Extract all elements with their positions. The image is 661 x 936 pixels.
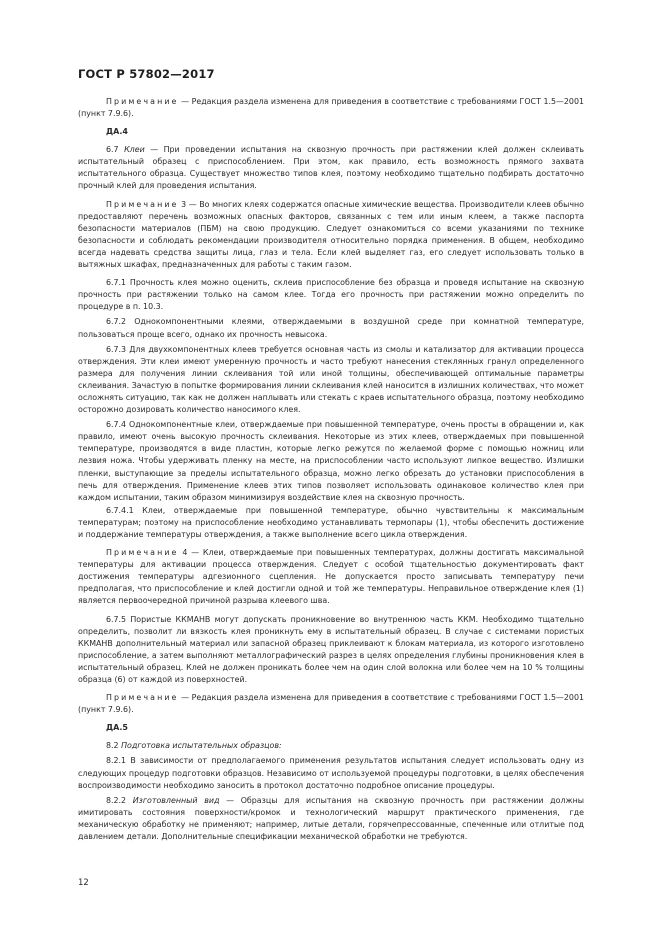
document-header: ГОСТ Р 57802—2017 xyxy=(78,67,215,81)
page-number: 12 xyxy=(78,878,89,888)
paragraph-6-7-1: 6.7.1 Прочность клея можно оценить, склеив приспособление без образца и проведя испытание на сквозную прочность при растяжении только на самом клее. Тогда его прочность при растяжении можно определить по процедуре в п. 10.3. xyxy=(78,278,584,312)
paragraph-6-7-2: 6.7.2 Однокомпонентными клеями, отверждаемыми в воздушной среде при комнатной температуре, пользоваться проще всего, однако их прочность невысока. xyxy=(78,317,584,339)
paragraph-8-2-2: 8.2.2 Изготовленный вид — Образцы для испытания на сквозную прочность при растяжении должны имитировать состояния поверхности/кромок и технологический маршрут практического применения, где механическую обработку не применяют; например, литые детали, горячепрессованные, спеченные или отлитые под давлением детали. Дополнительные спецификации механической обработки не требуются. xyxy=(78,795,585,841)
document-body xyxy=(78,96,584,843)
note-3: Примечание 3 — Во многих клеях содержатся опасные химические вещества. Производители клеев обычно предоставляют перечень возможных опасных факторов, связанных с тем или иным клеем, а также паспорта безопасности материалов (ПБМ) на свою продукцию. Следует ознакомиться со всеми указаниями по технике безопасности и соблюдать рекомендации производителя относительно порядка применения. В общем, необходимо всегда надевать средства защиты лица, глаз и тела. Если клей выделяет газ, его следует использовать только в вытяжных шкафах, предназначенных для работы с таким газом. xyxy=(78,199,585,270)
paragraph-6-7: 6.7 Клеи — При проведении испытания на сквозную прочность при растяжении клей должен склеивать испытательный образец с приспособлением. При этом, как правило, есть возможность прямого захвата испытательного образца. Существует множество типов клея, поэтому необходимо тщательно подбирать достаточно прочный клей для проведения испытания. xyxy=(78,145,584,191)
note-label: Примечание xyxy=(106,693,179,703)
section-da5: ДА.5 xyxy=(106,723,128,733)
paragraph-6-7-4: 6.7.4 Однокомпонентные клеи, отверждаемые при повышенной температуре, очень просты в обращении и, как правило, имеют очень высокую прочность склеивания. Некоторые из этих клеев, отверждаемых при повышенной температуре, производятся в виде пластин, которые легко режутся по желаемой форме с помощью ножниц или лезвия ножа. Чтобы удерживать пленку на месте, на приспособлении часто используют липкое вещество. Излишки пленки, выступающие за пределы испытательного образца, можно легко обрезать до установки приспособления в печь для отверждения. Применение клеев этих типов позволяет использовать одинаковое количество клея при каждом испытании, таким образом минимизируя воздействие клея на сквозную прочность. xyxy=(78,420,584,502)
note-label: Примечание xyxy=(106,548,179,558)
paragraph-6-7-4-1: 6.7.4.1 Клеи, отверждаемые при повышенной температуре, обычно чувствительны к максимальным температурам; поэтому на приспособление необходимо устанавливать термопары (1), чтобы обеспечить достижение и поддержание температуры отверждения, а также выполнение всего цикла отверждения. xyxy=(78,505,584,539)
note-4: Примечание 4 — Клеи, отверждаемые при повышенных температурах, должны достигать максимальной температуры для активации процесса отверждения. Следует с особой тщательностью документировать факт достижения температуры адгезионного сцепления. Не допускается просто записывать температуру печи предполагая, что приспособление и клей достигли одной и той же температуры. Неправильное отверждение клея (1) является первоочередной причиной разрыва клеевого шва. xyxy=(78,548,584,606)
term-adhesives: Клеи xyxy=(124,145,145,155)
note-label: Примечание xyxy=(106,199,179,209)
note-label: Примечание xyxy=(106,97,179,106)
paragraph-8-2-1: 8.2.1 В зависимости от предполагаемого применения результатов испытания следует использовать одну из следующих процедур подготовки образцов. Независимо от используемой процедуры подготовки, в целях обеспечения воспроизводимости необходимо заносить в протокол достаточно подробное описание процедуры. xyxy=(78,756,584,790)
paragraph-6-7-5: 6.7.5 Пористые ККМАНВ могут допускать проникновение во внутреннюю часть ККМ. Необходимо тщательно определить, позволит ли вязкость клея проникнуть ему в испытательный образец. В случае с системами пористых ККМАНВ дополнительный материал или запасной образец приклеивают к блокам материала, из которого изготовлено приспособление, а затем выполняют металлографический разрез в целях определения глубины проникновения клея в испытательный образец. Клей не должен проникать более чем на один слой волокна или более чем на 10 % толщины образца (6) от каждой из поверхностей. xyxy=(78,614,584,685)
paragraph-8-2: 8.2 Подготовка испытательных образцов: xyxy=(106,741,282,751)
note-1: Примечание — Редакция раздела изменена для приведения в соответствие с требованиями ГОСТ 1.5—2001 (пункт 7.9.6). xyxy=(78,97,584,119)
note-5: Примечание — Редакция раздела изменена для приведения в соответствие с требованиями ГОСТ 1.5—2001 (пункт 7.9.6). xyxy=(78,693,584,715)
term-as-fabricated: Изготовленный вид xyxy=(132,795,220,805)
paragraph-6-7-3: 6.7.3 Для двухкомпонентных клеев требуется основная часть из смолы и катализатор для активации процесса отверждения. Эти клеи имеют умеренную прочность и часто требуют нанесения стеклянных гранул определенного размера для получения линии склеивания той или иной толщины, обеспечивающей оптимальные параметры склеивания. Зачастую в попытке формирования линии склеивания клей наносится в излишних количествах, что может осложнять ситуацию, так как не должен наплывать или стекать с краев испытательного образца, поэтому необходимо осторожно дозировать количество наносимого клея. xyxy=(78,344,584,415)
section-da4: ДА.4 xyxy=(106,127,128,137)
subsection-title: Подготовка испытательных образцов: xyxy=(121,741,282,751)
